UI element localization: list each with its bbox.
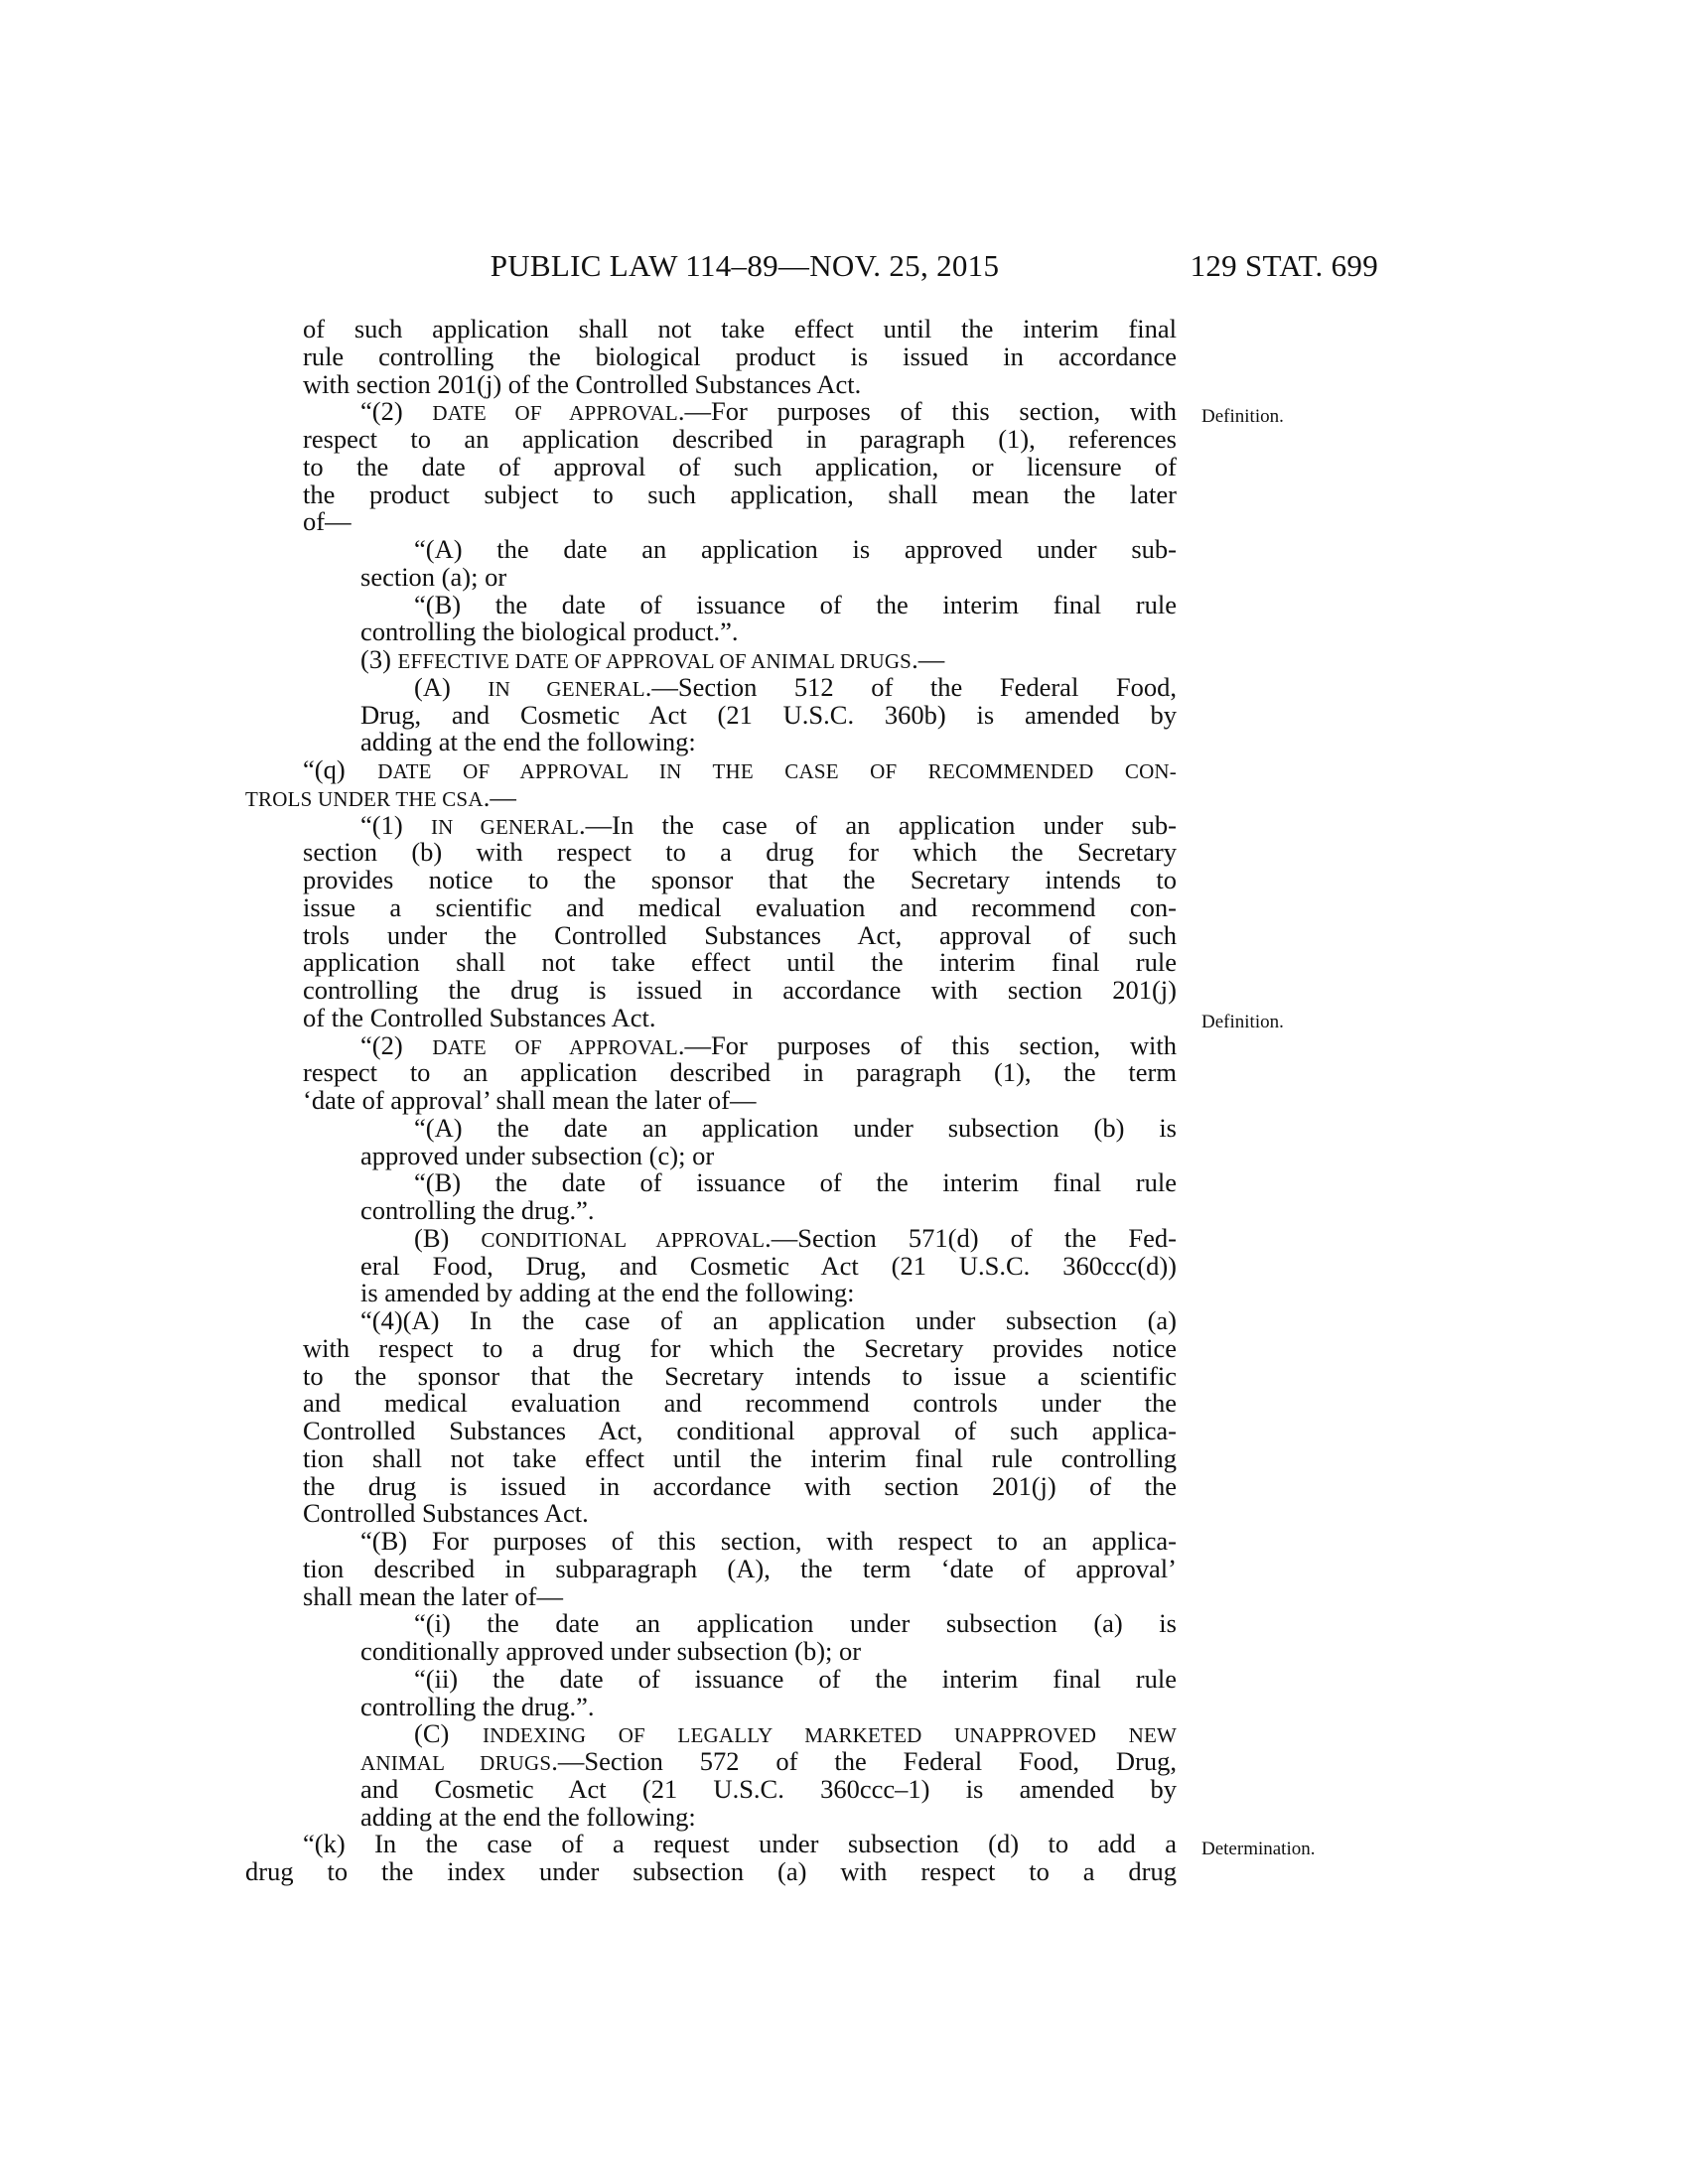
paragraph-number: “(2) (360, 396, 433, 427)
text-line: trols under the Controlled Substances Act, approval of such (303, 919, 1177, 950)
text-line: with section 201(j) of the Controlled Substances Act. (303, 368, 862, 399)
text-line: tion shall not take effect until the interim final rule controlling (303, 1442, 1177, 1473)
text-line: respect to an application described in paragraph (1), references (303, 424, 1177, 454)
paragraph-heading-line (303, 1222, 1177, 1253)
paragraph-heading: CONDITIONAL APPROVAL (481, 1227, 766, 1252)
text-line: “(i) the date an application under subsection (a) is (414, 1608, 1177, 1639)
paragraph-heading: ANIMAL DRUGS (360, 1751, 552, 1775)
paragraph-number: “(2) (360, 1029, 433, 1060)
text-run: .—Section 572 of the Federal Food, Drug, (551, 1746, 1177, 1776)
text-run: .—Section 512 of the Federal Food, (644, 671, 1177, 702)
text-line: Controlled Substances Act, conditional approval of such applica- (303, 1416, 1177, 1445)
margin-note-determination: Determination. (1201, 1839, 1316, 1859)
text-line: of such application shall not take effect until the interim final (303, 314, 1177, 343)
text-line: adding at the end the following: (360, 727, 696, 757)
text-line: “(k) In the case of a request under subsection (d) to add a (303, 1829, 1177, 1859)
paragraph-heading: DATE OF APPROVAL IN THE CASE OF RECOMMENDED CON- (377, 759, 1177, 783)
text-line: Controlled Substances Act. (303, 1498, 589, 1529)
text-line: conditionally approved under subsection (b); or (360, 1636, 862, 1666)
text-run: .—For purposes of this section, with (677, 396, 1177, 427)
statute-page-number: 129 STAT. 699 (1190, 248, 1378, 283)
text-run: .— (912, 644, 945, 674)
text-line: provides notice to the sponsor that the Secretary intends to (303, 865, 1177, 894)
margin-note-definition: Definition. (1201, 406, 1284, 427)
text-run: .—Section 571(d) of the Fed- (765, 1222, 1177, 1253)
text-run: .—In the case of an application under sub- (579, 809, 1177, 840)
text-line: “(B) For purposes of this section, with respect to an applica- (360, 1526, 1177, 1556)
text-line: controlling the biological product.”. (360, 616, 739, 647)
paragraph-heading-line (303, 1029, 1177, 1060)
text-line: of the Controlled Substances Act. (303, 1002, 656, 1032)
text-line: rule controlling the biological product is issued in accordance (303, 341, 1177, 371)
text-line: “(ii) the date of issuance of the interim final rule (414, 1663, 1177, 1694)
text-line: “(A) the date an application is approved under sub- (414, 534, 1177, 564)
text-line: eral Food, Drug, and Cosmetic Act (21 U.S.C. 360ccc(d)) (360, 1250, 1177, 1281)
paragraph-number: (A) (414, 671, 489, 702)
paragraph-heading-line (303, 671, 1177, 702)
text-line: respect to an application described in paragraph (1), the term (303, 1057, 1177, 1088)
text-line: and medical evaluation and recommend controls under the (303, 1388, 1177, 1419)
text-line: drug to the index under subsection (a) with respect to a drug (245, 1856, 1177, 1886)
paragraph-heading: EFFECTIVE DATE OF APPROVAL OF ANIMAL DRUGS (397, 649, 913, 673)
paragraph-number: “(q) (303, 754, 378, 784)
text-line: section (b) with respect to a drug for which the Secretary (303, 837, 1177, 868)
paragraph-heading-line (303, 646, 1177, 674)
text-line: tion described in subparagraph (A), the term ‘date of approval’ (303, 1553, 1177, 1583)
paragraph-heading-line (245, 781, 1177, 812)
text-line: “(A) the date an application under subsection (b) is (414, 1112, 1177, 1143)
statute-body (245, 314, 1178, 1886)
text-line: “(4)(A) In the case of an application under subsection (a) (360, 1305, 1177, 1335)
text-line: application shall not take effect until the interim final rule (303, 947, 1177, 978)
text-line: approved under subsection (c); or (360, 1140, 715, 1170)
text-line: ‘date of approval’ shall mean the later of— (303, 1085, 757, 1115)
paragraph-number: “(1) (360, 809, 431, 840)
text-run: .—For purposes of this section, with (677, 1029, 1177, 1060)
text-line: controlling the drug is issued in accordance with section 201(j) (303, 975, 1177, 1005)
text-line: issue a scientific and medical evaluation and recommend con- (303, 891, 1177, 922)
text-line: the product subject to such application, shall mean the later (303, 478, 1177, 509)
public-law-citation: PUBLIC LAW 114–89—NOV. 25, 2015 (490, 248, 1000, 283)
text-line: is amended by adding at the end the following: (360, 1278, 855, 1308)
paragraph-heading-line (303, 809, 1177, 840)
text-line: to the date of approval of such application, or licensure of (303, 451, 1177, 481)
paragraph-heading-line (303, 398, 1177, 426)
paragraph-heading: IN GENERAL (488, 676, 645, 701)
text-line: controlling the drug.”. (360, 1691, 595, 1721)
paragraph-number: (3) (360, 644, 398, 674)
paragraph-heading: TROLS UNDER THE CSA (245, 786, 484, 811)
text-line: “(B) the date of issuance of the interim final rule (414, 589, 1177, 619)
text-line: and Cosmetic Act (21 U.S.C. 360ccc–1) is amended by (360, 1773, 1177, 1804)
text-line: section (a); or (360, 561, 507, 592)
text-line: with respect to a drug for which the Secretary provides notice (303, 1332, 1177, 1363)
paragraph-heading-line (303, 756, 1177, 784)
text-line: shall mean the later of— (303, 1580, 563, 1611)
paragraph-heading: DATE OF APPROVAL (432, 1034, 678, 1059)
paragraph-heading: IN GENERAL (430, 814, 580, 839)
running-header (0, 248, 1688, 288)
paragraph-heading: DATE OF APPROVAL (432, 401, 678, 426)
text-line: the drug is issued in accordance with section 201(j) of the (303, 1470, 1177, 1501)
text-run: .— (483, 781, 516, 812)
paragraph-number: (C) (414, 1718, 483, 1749)
text-line: Drug, and Cosmetic Act (21 U.S.C. 360b) is amended by (360, 699, 1177, 730)
paragraph-heading: INDEXING OF LEGALLY MARKETED UNAPPROVED NEW (482, 1723, 1178, 1748)
paragraph-number: (B) (414, 1222, 482, 1253)
text-line: of— (303, 506, 352, 537)
text-line: to the sponsor that the Secretary intends to issue a scientific (303, 1360, 1177, 1391)
text-line: “(B) the date of issuance of the interim final rule (414, 1167, 1177, 1198)
text-line: adding at the end the following: (360, 1801, 696, 1832)
paragraph-heading-line (303, 1720, 1177, 1748)
margin-note-definition: Definition. (1201, 1012, 1284, 1032)
text-line: controlling the drug.”. (360, 1195, 595, 1225)
paragraph-heading-line (303, 1748, 1177, 1776)
